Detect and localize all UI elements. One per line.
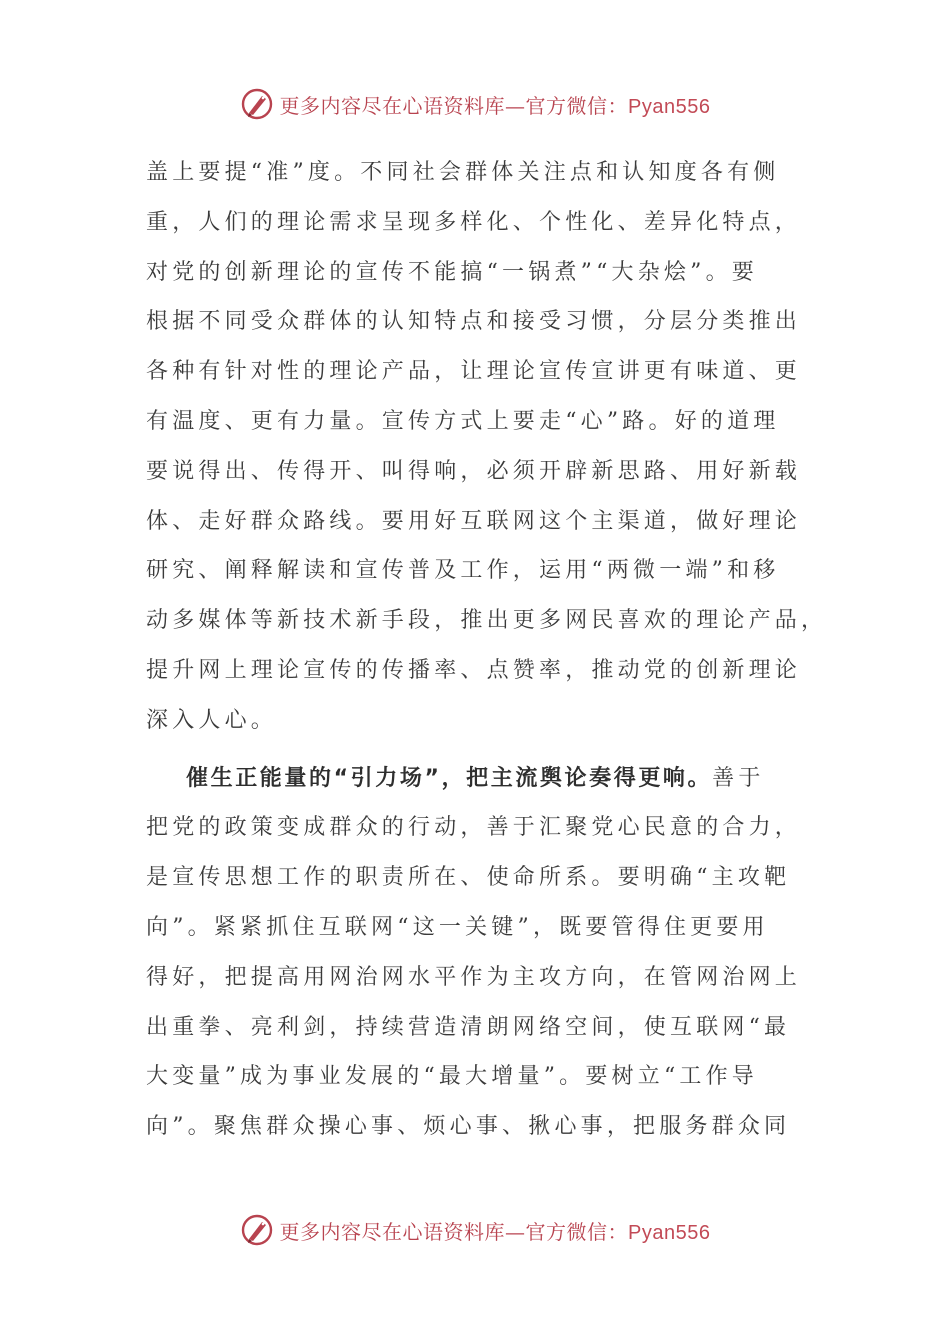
paragraph-2-first-line xyxy=(146,754,796,804)
text-line: 向”。聚焦群众操心事、烦心事、揪心事，把服务群众同 xyxy=(146,1114,791,1140)
text-line: 得好，把提高用网治网水平作为主攻方向，在管网治网上 xyxy=(146,964,802,990)
text-line: 出重拳、亮利剑，持续营造清朗网络空间，使互联网“最 xyxy=(146,1014,791,1040)
banner-text xyxy=(280,90,711,119)
banner-text xyxy=(280,1216,711,1245)
text-line: 要说得出、传得开、叫得响，必须开辟新思路、用好新载 xyxy=(146,458,802,484)
wechat-id: Pyan556 xyxy=(628,95,711,118)
banner-main-text: 更多内容尽在心语资料库—官方微信： xyxy=(279,93,629,118)
text-line: 向”。紧紧抓住互联网“这一关键”，既要管得住更要用 xyxy=(146,914,769,940)
pen-seal-icon xyxy=(240,87,274,121)
text-line: 体、走好群众路线。要用好互联网这个主渠道，做好理论 xyxy=(146,508,802,534)
wechat-id: Pyan556 xyxy=(628,1221,711,1244)
paragraph-1 xyxy=(146,148,828,746)
header-banner xyxy=(0,84,950,124)
text-line: 各种有针对性的理论产品，让理论宣传宣讲更有味道、更 xyxy=(146,359,802,385)
text-line: 盖上要提“准”度。不同社会群体关注点和认知度各有侧 xyxy=(146,160,780,185)
text-line: 有温度、更有力量。宣传方式上要走“心”路。好的道理 xyxy=(146,408,780,434)
pen-seal-icon xyxy=(240,1213,274,1247)
text-line: 对党的创新理论的宣传不能搞“一锅煮”“大杂烩”。要 xyxy=(146,259,758,285)
text-line: 把党的政策变成群众的行动，善于汇聚党心民意的合力， xyxy=(146,815,802,841)
document-body xyxy=(146,148,828,1152)
text-fragment: 善于 xyxy=(712,765,765,791)
text-line: 研究、阐释解读和宣传普及工作，运用“两微一端”和移 xyxy=(146,558,780,584)
footer-banner xyxy=(0,1210,950,1250)
text-line: 大变量”成为事业发展的“最大增量”。要树立“工作导 xyxy=(146,1064,758,1090)
text-line: 动多媒体等新技术新手段，推出更多网民喜欢的理论产品， xyxy=(146,608,828,634)
text-line: 是宣传思想工作的职责所在、使命所系。要明确“主攻靶 xyxy=(146,865,791,891)
text-line: 提升网上理论宣传的传播率、点赞率，推动党的创新理论 xyxy=(146,657,802,683)
text-line: 深入人心。 xyxy=(146,707,278,733)
banner-main-text: 更多内容尽在心语资料库—官方微信： xyxy=(279,1219,629,1244)
section-heading: 催生正能量的“引力场”，把主流舆论奏得更响。 xyxy=(186,765,713,791)
paragraph-2 xyxy=(146,754,802,1152)
text-line: 根据不同受众群体的认知特点和接受习惯，分层分类推出 xyxy=(146,309,802,335)
text-line: 重，人们的理论需求呈现多样化、个性化、差异化特点， xyxy=(146,209,802,235)
